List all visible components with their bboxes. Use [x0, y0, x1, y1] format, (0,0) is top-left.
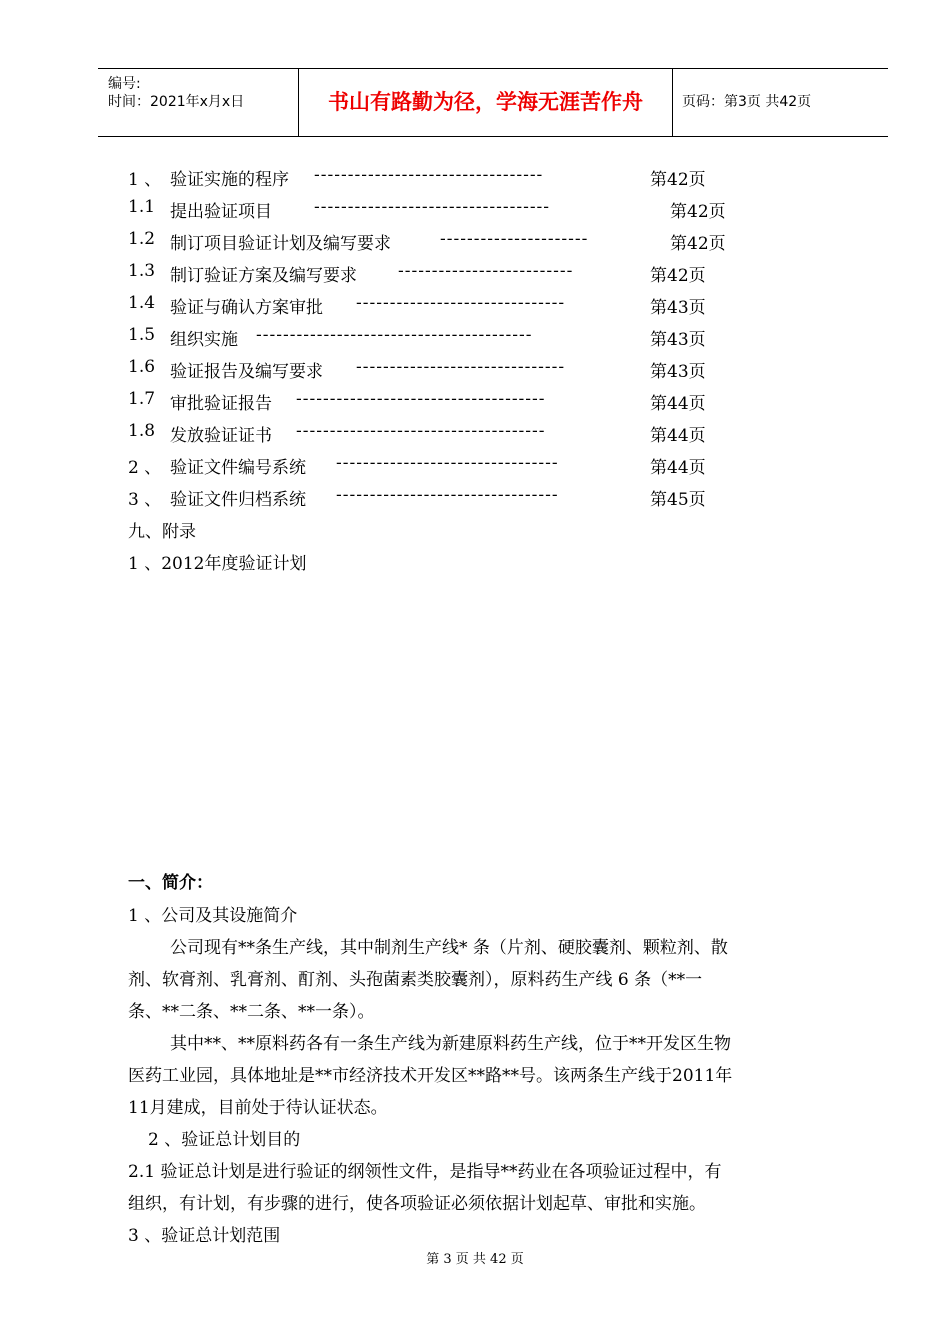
toc-entry: [128, 261, 748, 293]
toc-entry: [128, 197, 748, 229]
table-of-contents: [128, 165, 748, 517]
toc-number: 1 、: [128, 170, 162, 190]
subsection-2: 2 、验证总计划目的: [148, 1130, 301, 1150]
toc-leader: -------------------------------------: [296, 389, 546, 409]
code-label: 编号:: [108, 76, 141, 92]
toc-entry: [128, 165, 748, 197]
toc-leader: ----------------------------------: [314, 165, 544, 185]
appendix-item: 1 、2012年度验证计划: [128, 554, 307, 574]
toc-number: 1.6: [128, 357, 156, 377]
toc-number: 1.7: [128, 389, 156, 409]
toc-page: 第42页: [670, 234, 726, 254]
header-meta: [98, 69, 299, 136]
toc-title: 发放验证证书: [170, 426, 272, 446]
toc-entry: [128, 325, 748, 357]
toc-title: 验证与确认方案审批: [170, 298, 323, 318]
toc-page: 第45页: [650, 490, 706, 510]
toc-leader: --------------------------: [398, 261, 574, 281]
toc-entry: [128, 453, 748, 485]
paragraph-1-line-3: 条、**二条、**二条、**一条）。: [128, 1002, 375, 1022]
paragraph-1-line-2: 剂、软膏剂、乳膏剂、酊剂、头孢菌素类胶囊剂），原料药生产线 6 条（**一: [128, 970, 703, 990]
toc-page: 第44页: [650, 458, 706, 478]
time-label: 时间：2021年x月x日: [108, 94, 245, 110]
toc-entry: [128, 293, 748, 325]
toc-page: 第43页: [650, 362, 706, 382]
toc-title: 制订项目验证计划及编写要求: [170, 234, 391, 254]
toc-page: 第42页: [650, 266, 706, 286]
toc-number: 1.5: [128, 325, 156, 345]
header-motto: 书山有路勤为径，学海无涯苦作舟: [299, 69, 673, 136]
toc-number: 2 、: [128, 458, 162, 478]
toc-number: 1.3: [128, 261, 156, 281]
toc-entry: [128, 421, 748, 453]
toc-page: 第44页: [650, 426, 706, 446]
toc-leader: -------------------------------: [356, 293, 566, 313]
toc-title: 组织实施: [170, 330, 238, 350]
toc-entry: [128, 485, 748, 517]
toc-page: 第42页: [650, 170, 706, 190]
header-page-info: 页码：第3页 共42页: [682, 94, 812, 110]
paragraph-2-line-1: 其中**、**原料药各有一条生产线为新建原料药生产线，位于**开发区生物: [170, 1034, 731, 1054]
paragraph-1-line-1: 公司现有**条生产线，其中制剂生产线* 条（片剂、硬胶囊剂、颗粒剂、散: [170, 938, 728, 958]
toc-title: 验证文件编号系统: [170, 458, 306, 478]
subsection-1: 1 、公司及其设施简介: [128, 906, 298, 926]
toc-page: 第44页: [650, 394, 706, 414]
toc-number: 1.8: [128, 421, 156, 441]
toc-leader: -----------------------------------------: [256, 325, 533, 345]
toc-number: 3 、: [128, 490, 162, 510]
toc-leader: ---------------------------------: [336, 453, 559, 473]
toc-leader: ----------------------: [440, 229, 589, 249]
toc-number: 1.1: [128, 197, 156, 217]
toc-title: 提出验证项目: [170, 202, 272, 222]
toc-number: 1.4: [128, 293, 156, 313]
toc-leader: -------------------------------------: [296, 421, 546, 441]
toc-leader: -----------------------------------: [314, 197, 551, 217]
toc-leader: -------------------------------: [356, 357, 566, 377]
toc-title: 审批验证报告: [170, 394, 272, 414]
subsection-3: 3 、验证总计划范围: [128, 1226, 281, 1246]
paragraph-3-line-2: 组织，有计划，有步骤的进行，使各项验证必须依据计划起草、审批和实施。: [128, 1194, 706, 1214]
toc-page: 第43页: [650, 330, 706, 350]
paragraph-2-line-2: 医药工业园，具体地址是**市经济技术开发区**路**号。该两条生产线于2011年: [128, 1066, 733, 1086]
toc-entry: [128, 357, 748, 389]
toc-page: 第43页: [650, 298, 706, 318]
page-footer: 第 3 页 共 42 页: [426, 1252, 524, 1267]
toc-title: 验证实施的程序: [170, 170, 289, 190]
toc-title: 验证报告及编写要求: [170, 362, 323, 382]
paragraph-3-line-1: 2.1 验证总计划是进行验证的纲领性文件，是指导**药业在各项验证过程中，有: [128, 1162, 722, 1182]
toc-number: 1.2: [128, 229, 156, 249]
page-header: [98, 68, 888, 137]
appendix-heading: 九、附录: [128, 522, 196, 542]
toc-title: 制订验证方案及编写要求: [170, 266, 357, 286]
paragraph-2-line-3: 11月建成，目前处于待认证状态。: [128, 1098, 388, 1118]
toc-title: 验证文件归档系统: [170, 490, 306, 510]
section-heading: 一、简介：: [128, 873, 213, 893]
toc-entry: [128, 229, 748, 261]
toc-leader: ---------------------------------: [336, 485, 559, 505]
toc-entry: [128, 389, 748, 421]
toc-page: 第42页: [670, 202, 726, 222]
